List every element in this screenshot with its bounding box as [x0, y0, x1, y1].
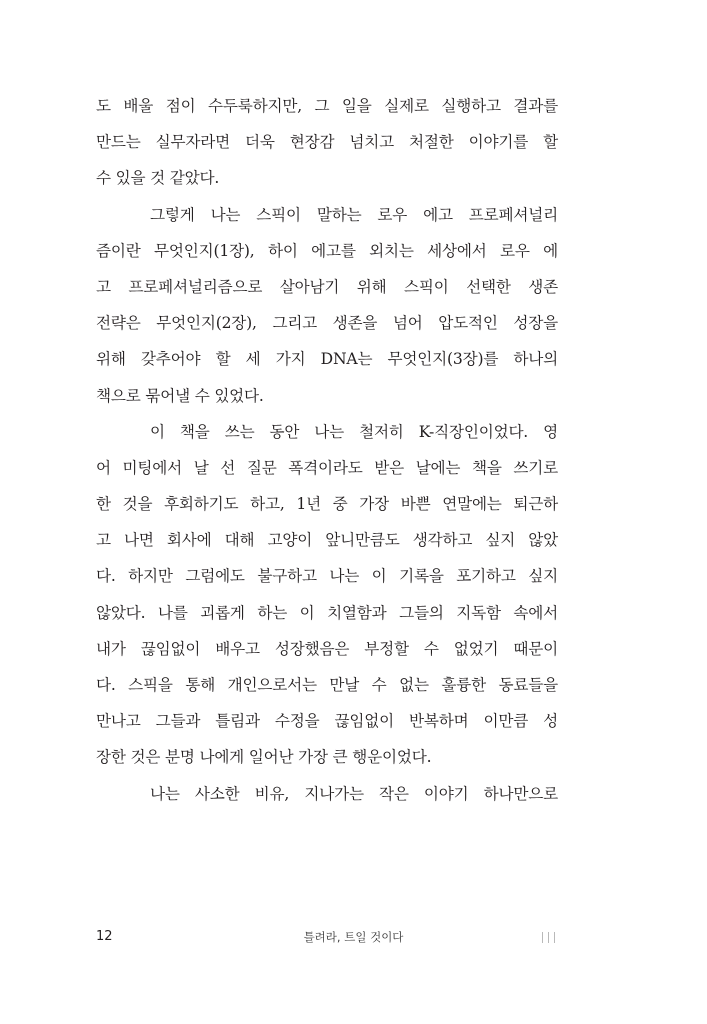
body-line: 책으로 묶어낼 수 있었다. [96, 386, 264, 405]
body-text [96, 88, 558, 812]
body-line: 전략은 무엇인지(2장), 그리고 생존을 넘어 압도적인 성장을 [96, 314, 558, 333]
body-line: 내가 끊임없이 배우고 성장했음은 부정할 수 없었기 때문이 [96, 639, 558, 658]
body-line: 한 것을 후회하기도 하고, 1년 중 가장 바쁜 연말에는 퇴근하 [96, 495, 558, 514]
paragraph-first-line: 이 책을 쓰는 동안 나는 철저히 K-직장인이었다. 영 [150, 422, 558, 441]
decorative-bar [554, 932, 555, 943]
decorative-bars-icon [542, 932, 555, 943]
body-line: 않았다. 나를 괴롭게 하는 이 치열함과 그들의 지독함 속에서 [96, 603, 558, 622]
paragraph-first-line: 그렇게 나는 스픽이 말하는 로우 에고 프로페셔널리 [150, 205, 558, 224]
body-line: 즘이란 무엇인지(1장), 하이 에고를 외치는 세상에서 로우 에 [96, 241, 558, 260]
body-line: 도 배울 점이 수두룩하지만, 그 일을 실제로 실행하고 결과를 [96, 97, 558, 115]
body-line: 위해 갖추어야 할 세 가지 DNA는 무엇인지(3장)를 하나의 [96, 350, 558, 369]
running-title: 틀려라, 트일 것이다 [303, 930, 404, 944]
body-line: 어 미팅에서 날 선 질문 폭격이라도 받은 날에는 책을 쓰기로 [96, 458, 558, 477]
body-line: 다. 하지만 그럼에도 불구하고 나는 이 기록을 포기하고 싶지 [96, 567, 558, 586]
page-footer [0, 926, 707, 948]
body-line: 만나고 그들과 틀림과 수정을 끊임없이 반복하며 이만큼 성 [96, 712, 558, 731]
page-number: 12 [96, 929, 113, 944]
body-line: 다. 스픽을 통해 개인으로서는 만날 수 없는 훌륭한 동료들을 [96, 676, 558, 694]
body-line: 만드는 실무자라면 더욱 현장감 넘치고 처절한 이야기를 할 [96, 133, 558, 152]
body-line: 고 프로페셔널리즘으로 살아남기 위해 스픽이 선택한 생존 [96, 277, 558, 296]
body-line: 수 있을 것 같았다. [96, 169, 220, 188]
paragraph-first-line: 나는 사소한 비유, 지나가는 작은 이야기 하나만으로 [150, 784, 558, 803]
decorative-bar [548, 932, 549, 943]
body-line: 고 나면 회사에 대해 고양이 앞니만큼도 생각하고 싶지 않았 [96, 531, 558, 550]
decorative-bar [542, 932, 543, 943]
body-line: 장한 것은 분명 나에게 일어난 가장 큰 행운이었다. [96, 748, 432, 767]
